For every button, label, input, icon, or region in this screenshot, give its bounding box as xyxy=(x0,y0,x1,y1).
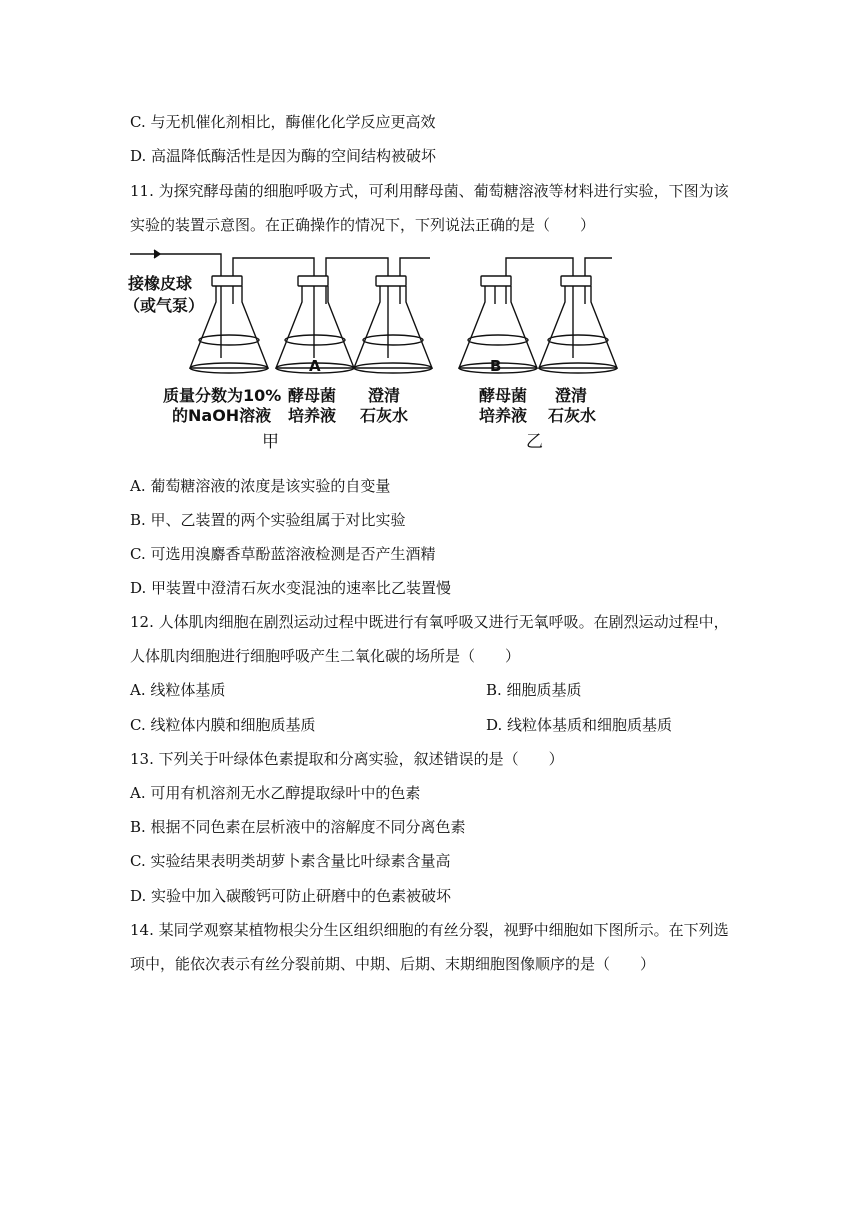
q13-option-d: D. 实验中加入碳酸钙可防止研磨中的色素被破坏 xyxy=(130,887,452,905)
connector-tube-2 xyxy=(326,258,388,276)
caption-jia: 甲 xyxy=(262,432,279,452)
yeast-respiration-apparatus xyxy=(130,244,630,380)
limewater-2-line2: 石灰水 xyxy=(548,406,597,425)
q10-option-d: D. 高温降低酶活性是因为酶的空间结构被破坏 xyxy=(130,147,437,165)
limewater-1-line1: 澄清 xyxy=(368,386,401,405)
q12-option-c: C. 线粒体内膜和细胞质基质 xyxy=(130,716,316,734)
connector-tube-3 xyxy=(400,258,430,276)
pump-label-line1: 接橡皮球 xyxy=(128,274,193,293)
q12-stem-line2: 人体肌肉细胞进行细胞呼吸产生二氧化碳的场所是（ ） xyxy=(130,647,521,665)
yeast-culture-1-line1: 酵母菌 xyxy=(288,386,337,405)
q13-stem: 13. 下列关于叶绿体色素提取和分离实验，叙述错误的是（ ） xyxy=(130,750,564,768)
q11-stem-line2: 实验的装置示意图。在正确操作的情况下，下列说法正确的是（ ） xyxy=(130,216,596,234)
inlet-arrow-icon xyxy=(154,250,160,258)
caption-yi: 乙 xyxy=(526,432,543,452)
q11-option-d: D. 甲装置中澄清石灰水变混浊的速率比乙装置慢 xyxy=(130,579,452,597)
q11-option-a: A. 葡萄糖溶液的浓度是该实验的自变量 xyxy=(130,477,391,495)
q12-stem-line1: 12. 人体肌肉细胞在剧烈运动过程中既进行有氧呼吸又进行无氧呼吸。在剧烈运动过程中， xyxy=(130,613,729,631)
q13-option-a: A. 可用有机溶剂无水乙醇提取绿叶中的色素 xyxy=(130,784,421,802)
q11-stem-line1: 11. 为探究酵母菌的细胞呼吸方式，可利用酵母菌、葡萄糖溶液等材料进行实验，下图为该 xyxy=(130,182,729,200)
q13-option-b: B. 根据不同色素在层析液中的溶解度不同分离色素 xyxy=(130,818,466,836)
limewater-1-line2: 石灰水 xyxy=(360,406,409,425)
q11-option-b: B. 甲、乙装置的两个实验组属于对比实验 xyxy=(130,511,406,529)
flask-limewater-1 xyxy=(354,276,432,373)
connector-tube-1 xyxy=(233,258,314,276)
q13-option-c: C. 实验结果表明类胡萝卜素含量比叶绿素含量高 xyxy=(130,852,451,870)
flask-limewater-2 xyxy=(539,258,617,373)
flask-naoh xyxy=(190,276,268,373)
q12-option-a: A. 线粒体基质 xyxy=(130,681,226,699)
yeast-culture-2-line2: 培养液 xyxy=(479,406,528,425)
q14-stem-line2: 项中，能依次表示有丝分裂前期、中期、后期、末期细胞图像顺序的是（ ） xyxy=(130,955,656,973)
q12-option-b: B. 细胞质基质 xyxy=(486,681,582,699)
limewater-2-line1: 澄清 xyxy=(555,386,588,405)
yeast-culture-2-line1: 酵母菌 xyxy=(479,386,528,405)
q11-option-c: C. 可选用溴麝香草酚蓝溶液检测是否产生酒精 xyxy=(130,545,436,563)
flask-A-label: A xyxy=(309,357,321,375)
q14-stem-line1: 14. 某同学观察某植物根尖分生区组织细胞的有丝分裂，视野中细胞如下图所示。在下列选 xyxy=(130,921,729,939)
q10-option-c: C. 与无机催化剂相比，酶催化化学反应更高效 xyxy=(130,113,436,131)
q12-option-d: D. 线粒体基质和细胞质基质 xyxy=(486,716,673,734)
flask-B-label: B xyxy=(490,357,502,375)
pump-label-line2: （或气泵） xyxy=(124,296,205,315)
naoh-label-line1: 质量分数为10% xyxy=(163,386,282,405)
connector-tube-4 xyxy=(506,258,573,276)
yeast-culture-1-line2: 培养液 xyxy=(288,406,337,425)
naoh-label-line2: 的NaOH溶液 xyxy=(172,406,272,425)
